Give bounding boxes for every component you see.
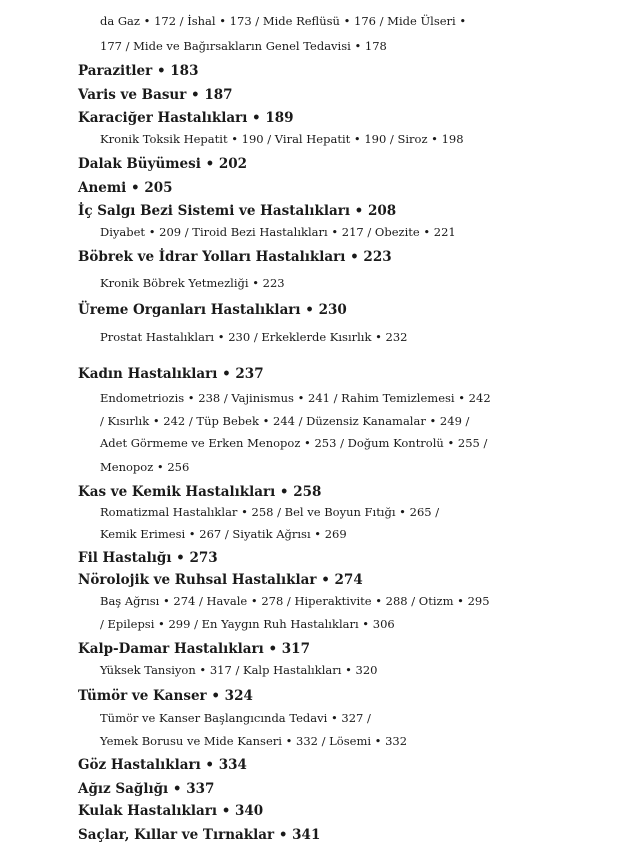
toc-heading: Saçlar, Kıllar ve Tırnaklar • 341	[78, 827, 321, 843]
toc-heading: Tümör ve Kanser • 324	[78, 688, 253, 704]
toc-heading: Anemi • 205	[78, 180, 173, 196]
toc-heading: Nörolojik ve Ruhsal Hastalıklar • 274	[78, 572, 363, 588]
toc-heading: Parazitler • 183	[78, 63, 199, 79]
toc-heading: Fil Hastalığı • 273	[78, 550, 218, 566]
toc-subentries: Diyabet • 209 / Tiroid Bezi Hastalıkları • 217 / Obezite • 221	[100, 225, 456, 239]
toc-subentries: Prostat Hastalıkları • 230 / Erkeklerde Kısırlık • 232	[100, 330, 408, 344]
toc-subentries: Yüksek Tansiyon • 317 / Kalp Hastalıkları • 320	[100, 663, 378, 677]
toc-heading: Göz Hastalıkları • 334	[78, 757, 247, 773]
toc-heading: Kulak Hastalıkları • 340	[78, 803, 264, 819]
toc-subentries: da Gaz • 172 / İshal • 173 / Mide Reflüsü • 176 / Mide Ülseri •	[100, 14, 467, 28]
toc-heading: Kas ve Kemik Hastalıkları • 258	[78, 484, 322, 500]
toc-heading: Kalp-Damar Hastalıkları • 317	[78, 641, 310, 657]
toc-heading: Kadın Hastalıkları • 237	[78, 366, 264, 382]
toc-subentries: / Kısırlık • 242 / Tüp Bebek • 244 / Düzensiz Kanamalar • 249 /	[100, 414, 470, 428]
toc-subentries: / Epilepsi • 299 / En Yaygın Ruh Hastalıkları • 306	[100, 617, 395, 631]
toc-subentries: Tümör ve Kanser Başlangıcında Tedavi • 327 /	[100, 711, 371, 725]
toc-subentries: Adet Görmeme ve Erken Menopoz • 253 / Doğum Kontrolü • 255 /	[100, 436, 488, 450]
toc-subentries: Menopoz • 256	[100, 460, 190, 474]
toc-subentries: Baş Ağrısı • 274 / Havale • 278 / Hiperaktivite • 288 / Otizm • 295	[100, 594, 490, 608]
toc-heading: Ağız Sağlığı • 337	[78, 781, 215, 797]
toc-subentries: Yemek Borusu ve Mide Kanseri • 332 / Lösemi • 332	[100, 734, 408, 748]
toc-heading: Dalak Büyümesi • 202	[78, 156, 248, 172]
toc-subentries: Kronik Toksik Hepatit • 190 / Viral Hepatit • 190 / Siroz • 198	[100, 132, 464, 146]
toc-subentries: Endometriozis • 238 / Vajinismus • 241 / Rahim Temizlemesi • 242	[100, 391, 491, 405]
toc-heading: Üreme Organları Hastalıkları • 230	[78, 302, 347, 318]
toc-subentries: Romatizmal Hastalıklar • 258 / Bel ve Boyun Fıtığı • 265 /	[100, 505, 440, 519]
toc-subentries: Kemik Erimesi • 267 / Siyatik Ağrısı • 269	[100, 527, 347, 541]
toc-heading: Böbrek ve İdrar Yolları Hastalıkları • 223	[78, 249, 392, 265]
toc-heading: İç Salgı Bezi Sistemi ve Hastalıkları • 208	[78, 203, 397, 219]
toc-subentries: 177 / Mide ve Bağırsakların Genel Tedavisi • 178	[100, 39, 387, 53]
toc-heading: Karaciğer Hastalıkları • 189	[78, 110, 294, 126]
toc-subentries: Kronik Böbrek Yetmezliği • 223	[100, 276, 285, 290]
toc-heading: Varis ve Basur • 187	[78, 87, 233, 103]
